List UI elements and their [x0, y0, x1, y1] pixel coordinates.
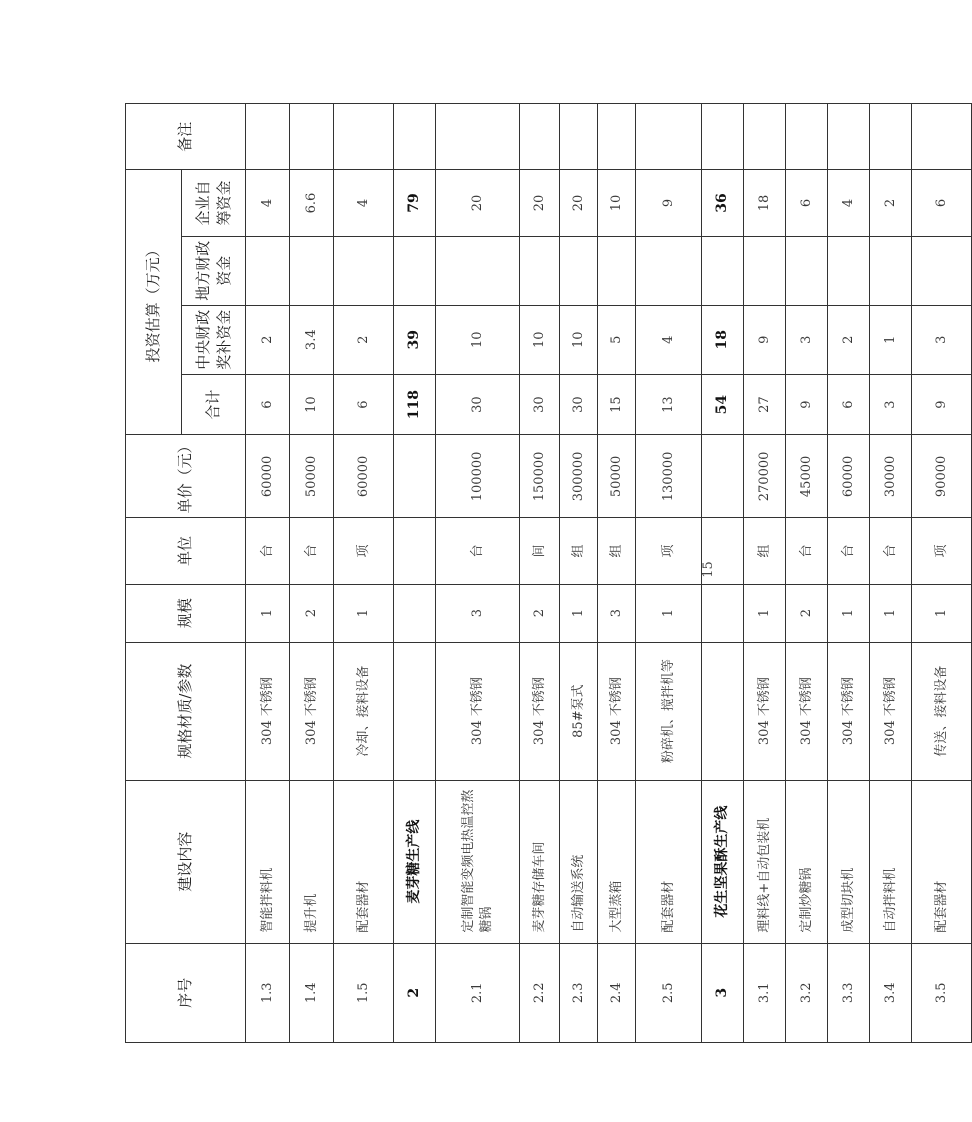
cell-content: 理料线+自动包装机 — [744, 780, 786, 943]
header-central: 中央财政奖补资金 — [182, 305, 246, 374]
cell-content: 提升机 — [290, 780, 334, 943]
cell-seq: 3.3 — [828, 943, 870, 1042]
cell-spec: 粉碎机、搅拌机等 — [636, 642, 702, 780]
cell-spec — [394, 642, 436, 780]
cell-unit: 组 — [744, 518, 786, 584]
cell-total: 30 — [560, 374, 598, 435]
cell-spec: 304 不锈钢 — [828, 642, 870, 780]
header-spec: 规格材质/参数 — [126, 642, 246, 780]
cell-local — [394, 236, 436, 305]
cell-seq: 3.2 — [786, 943, 828, 1042]
cell-scale: 1 — [560, 584, 598, 642]
cell-scale — [394, 584, 436, 642]
cell-spec: 304 不锈钢 — [786, 642, 828, 780]
cell-remark — [636, 104, 702, 170]
cell-local — [870, 236, 912, 305]
cell-content: 麦芽糖存储车间 — [520, 780, 560, 943]
table-row — [560, 104, 598, 1043]
table-row — [598, 104, 636, 1043]
cell-central: 2 — [828, 305, 870, 374]
cell-central: 10 — [560, 305, 598, 374]
cell-local — [702, 236, 744, 305]
cell-unit: 台 — [246, 518, 290, 584]
cell-local — [786, 236, 828, 305]
cell-local — [636, 236, 702, 305]
cell-unit: 组 — [560, 518, 598, 584]
cell-total: 30 — [520, 374, 560, 435]
cell-unit: 间 — [520, 518, 560, 584]
cell-central: 3 — [912, 305, 972, 374]
cell-central: 9 — [744, 305, 786, 374]
cell-scale: 2 — [520, 584, 560, 642]
header-unit: 单位 — [126, 518, 246, 584]
cell-content: 自动输送系统 — [560, 780, 598, 943]
cell-unit: 项 — [334, 518, 394, 584]
header-local: 地方财政资金 — [182, 236, 246, 305]
cell-unit: 组 — [598, 518, 636, 584]
cell-local — [598, 236, 636, 305]
cell-spec: 冷却、接料设备 — [334, 642, 394, 780]
cell-content: 麦芽糖生产线 — [394, 780, 436, 943]
cell-content: 配套器材 — [334, 780, 394, 943]
table-row — [436, 104, 520, 1043]
cell-total: 6 — [246, 374, 290, 435]
cell-total: 6 — [334, 374, 394, 435]
cell-unit: 台 — [436, 518, 520, 584]
cell-unit: 项 — [912, 518, 972, 584]
table-row — [828, 104, 870, 1043]
table-row — [246, 104, 290, 1043]
header-row-1 — [126, 104, 182, 1043]
table-row — [334, 104, 394, 1043]
cell-self: 4 — [334, 170, 394, 236]
cell-remark — [870, 104, 912, 170]
cell-central: 2 — [334, 305, 394, 374]
page-number: 15 — [700, 561, 716, 578]
cell-remark — [598, 104, 636, 170]
cell-seq: 2.3 — [560, 943, 598, 1042]
cell-price: 30000 — [870, 435, 912, 518]
cell-self: 79 — [394, 170, 436, 236]
cell-self: 20 — [436, 170, 520, 236]
cell-seq: 2.5 — [636, 943, 702, 1042]
header-remark: 备注 — [126, 104, 246, 170]
cell-self: 6.6 — [290, 170, 334, 236]
cell-content: 配套器材 — [912, 780, 972, 943]
cell-scale: 1 — [828, 584, 870, 642]
cell-central: 3 — [786, 305, 828, 374]
cell-self: 18 — [744, 170, 786, 236]
cell-seq: 3 — [702, 943, 744, 1042]
cell-total: 27 — [744, 374, 786, 435]
table-row — [870, 104, 912, 1043]
cell-scale: 3 — [598, 584, 636, 642]
cell-spec: 304 不锈钢 — [436, 642, 520, 780]
cell-scale: 1 — [246, 584, 290, 642]
cell-central: 10 — [436, 305, 520, 374]
cell-remark — [912, 104, 972, 170]
cell-price: 130000 — [636, 435, 702, 518]
cell-spec: 304 不锈钢 — [870, 642, 912, 780]
cell-central: 2 — [246, 305, 290, 374]
cell-total: 13 — [636, 374, 702, 435]
cell-remark — [334, 104, 394, 170]
cell-central: 5 — [598, 305, 636, 374]
cell-local — [520, 236, 560, 305]
cell-price: 100000 — [436, 435, 520, 518]
cell-price: 90000 — [912, 435, 972, 518]
cell-self: 20 — [560, 170, 598, 236]
cell-seq: 3.1 — [744, 943, 786, 1042]
cell-remark — [394, 104, 436, 170]
cell-content: 花生坚果酥生产线 — [702, 780, 744, 943]
cell-seq: 3.5 — [912, 943, 972, 1042]
table-rotator — [125, 103, 949, 1043]
cell-self: 6 — [912, 170, 972, 236]
cell-price: 270000 — [744, 435, 786, 518]
section-row — [394, 104, 436, 1043]
cell-central: 3.4 — [290, 305, 334, 374]
cell-scale: 1 — [912, 584, 972, 642]
cell-total: 30 — [436, 374, 520, 435]
cell-remark — [290, 104, 334, 170]
table-row — [520, 104, 560, 1043]
cell-content: 配套器材 — [636, 780, 702, 943]
cell-price: 60000 — [828, 435, 870, 518]
cell-seq: 2.4 — [598, 943, 636, 1042]
cell-price: 300000 — [560, 435, 598, 518]
cell-price — [702, 435, 744, 518]
header-seq: 序号 — [126, 943, 246, 1042]
cell-total: 3 — [870, 374, 912, 435]
cell-price: 50000 — [290, 435, 334, 518]
cell-unit: 台 — [786, 518, 828, 584]
cell-price: 45000 — [786, 435, 828, 518]
cell-self: 9 — [636, 170, 702, 236]
cell-central: 4 — [636, 305, 702, 374]
cell-remark — [436, 104, 520, 170]
cell-content: 自动拌料机 — [870, 780, 912, 943]
cell-local — [912, 236, 972, 305]
cell-remark — [520, 104, 560, 170]
cell-price: 60000 — [334, 435, 394, 518]
cell-remark — [828, 104, 870, 170]
table-body — [246, 104, 972, 1043]
cell-local — [560, 236, 598, 305]
cell-unit: 台 — [828, 518, 870, 584]
cell-local — [436, 236, 520, 305]
cell-self: 4 — [828, 170, 870, 236]
table-row — [744, 104, 786, 1043]
cell-spec: 304 不锈钢 — [744, 642, 786, 780]
header-self: 企业自筹资金 — [182, 170, 246, 236]
cell-total: 6 — [828, 374, 870, 435]
cell-spec: 304 不锈钢 — [246, 642, 290, 780]
cell-local — [246, 236, 290, 305]
cell-seq: 1.5 — [334, 943, 394, 1042]
cell-unit: 台 — [870, 518, 912, 584]
cell-self: 20 — [520, 170, 560, 236]
cell-content: 定制智能变频电热温控熬糖锅 — [436, 780, 520, 943]
cell-scale: 1 — [744, 584, 786, 642]
cell-scale: 1 — [636, 584, 702, 642]
cell-price — [394, 435, 436, 518]
investment-table — [125, 103, 972, 1043]
cell-seq: 2 — [394, 943, 436, 1042]
cell-self: 6 — [786, 170, 828, 236]
cell-content: 成型切块机 — [828, 780, 870, 943]
header-invest-group: 投资估算（万元） — [126, 170, 182, 435]
cell-unit: 台 — [290, 518, 334, 584]
cell-total: 9 — [912, 374, 972, 435]
cell-central: 18 — [702, 305, 744, 374]
cell-self: 2 — [870, 170, 912, 236]
cell-spec: 304 不锈钢 — [598, 642, 636, 780]
cell-local — [828, 236, 870, 305]
cell-self: 4 — [246, 170, 290, 236]
cell-self: 36 — [702, 170, 744, 236]
cell-seq: 1.4 — [290, 943, 334, 1042]
cell-seq: 1.3 — [246, 943, 290, 1042]
cell-total: 9 — [786, 374, 828, 435]
cell-spec: 304 不锈钢 — [290, 642, 334, 780]
cell-unit: 项 — [636, 518, 702, 584]
cell-spec — [702, 642, 744, 780]
cell-remark — [786, 104, 828, 170]
table-row — [786, 104, 828, 1043]
cell-local — [744, 236, 786, 305]
cell-spec: 304 不锈钢 — [520, 642, 560, 780]
cell-content: 定制炒糖锅 — [786, 780, 828, 943]
header-content: 建设内容 — [126, 780, 246, 943]
cell-scale: 2 — [786, 584, 828, 642]
table-row — [290, 104, 334, 1043]
cell-scale — [702, 584, 744, 642]
cell-central: 39 — [394, 305, 436, 374]
cell-scale: 1 — [334, 584, 394, 642]
table-row — [636, 104, 702, 1043]
cell-total: 118 — [394, 374, 436, 435]
cell-price: 60000 — [246, 435, 290, 518]
cell-unit — [394, 518, 436, 584]
cell-total: 10 — [290, 374, 334, 435]
cell-seq: 3.4 — [870, 943, 912, 1042]
cell-total: 15 — [598, 374, 636, 435]
cell-local — [290, 236, 334, 305]
cell-spec: 传送、接料设备 — [912, 642, 972, 780]
cell-seq: 2.1 — [436, 943, 520, 1042]
header-price: 单价（元） — [126, 435, 246, 518]
cell-central: 1 — [870, 305, 912, 374]
cell-spec: 85#泵式 — [560, 642, 598, 780]
cell-content: 智能拌料机 — [246, 780, 290, 943]
cell-price: 50000 — [598, 435, 636, 518]
header-scale: 规模 — [126, 584, 246, 642]
cell-remark — [744, 104, 786, 170]
cell-seq: 2.2 — [520, 943, 560, 1042]
cell-scale: 1 — [870, 584, 912, 642]
header-total: 合计 — [182, 374, 246, 435]
cell-remark — [702, 104, 744, 170]
cell-scale: 2 — [290, 584, 334, 642]
cell-price: 150000 — [520, 435, 560, 518]
cell-total: 54 — [702, 374, 744, 435]
cell-scale: 3 — [436, 584, 520, 642]
cell-self: 10 — [598, 170, 636, 236]
cell-local — [334, 236, 394, 305]
table-row — [912, 104, 972, 1043]
cell-central: 10 — [520, 305, 560, 374]
cell-remark — [560, 104, 598, 170]
cell-content: 大型蒸箱 — [598, 780, 636, 943]
cell-remark — [246, 104, 290, 170]
